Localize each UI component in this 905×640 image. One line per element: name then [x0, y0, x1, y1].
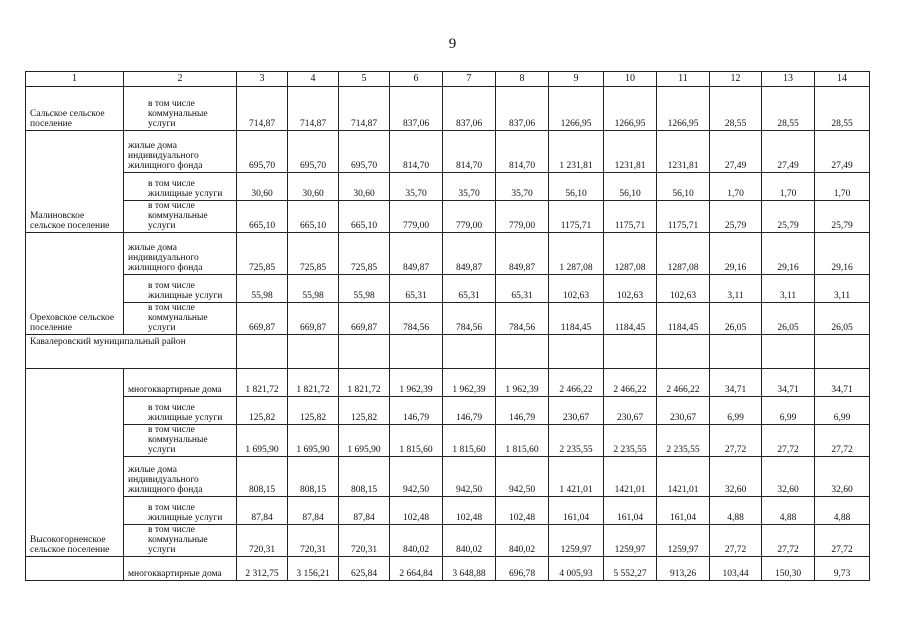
value-cell: 1287,08 [604, 233, 657, 275]
table-row [26, 201, 870, 233]
value-cell: 87,84 [288, 497, 339, 525]
value-cell: 26,05 [710, 303, 762, 335]
value-cell: 814,70 [390, 131, 443, 173]
value-cell: 3,11 [710, 275, 762, 303]
value-cell: 1266,95 [604, 87, 657, 131]
value-cell: 714,87 [339, 87, 390, 131]
value-cell: 1421,01 [604, 457, 657, 497]
value-cell: 27,49 [815, 131, 870, 173]
column-header: 4 [288, 72, 339, 87]
tariff-table [25, 71, 870, 581]
value-cell: 942,50 [496, 457, 549, 497]
value-cell: 720,31 [237, 525, 288, 557]
table-row [26, 131, 870, 173]
value-cell: 35,70 [443, 173, 496, 201]
value-cell: 837,06 [443, 87, 496, 131]
value-cell: 837,06 [496, 87, 549, 131]
value-cell: 1 821,72 [288, 369, 339, 397]
value-cell: 25,79 [710, 201, 762, 233]
value-cell: 6,99 [710, 397, 762, 425]
value-cell: 3,11 [762, 275, 815, 303]
column-header: 1 [26, 72, 124, 87]
value-cell: 161,04 [549, 497, 604, 525]
value-cell: 27,49 [762, 131, 815, 173]
value-cell: 720,31 [339, 525, 390, 557]
value-cell: 87,84 [237, 497, 288, 525]
value-cell: 2 235,55 [604, 425, 657, 457]
category-label: жилые дома индивидуального жилищного фонда [124, 457, 237, 497]
value-cell: 4,88 [710, 497, 762, 525]
value-cell: 695,70 [288, 131, 339, 173]
value-cell: 1175,71 [549, 201, 604, 233]
column-header: 14 [815, 72, 870, 87]
value-cell: 55,98 [339, 275, 390, 303]
value-cell: 1175,71 [604, 201, 657, 233]
value-cell: 87,84 [339, 497, 390, 525]
value-cell: 1231,81 [657, 131, 710, 173]
value-cell: 26,05 [815, 303, 870, 335]
value-cell: 146,79 [390, 397, 443, 425]
category-label: в том числе коммунальные услуги [124, 87, 237, 131]
value-cell [496, 335, 549, 369]
value-cell: 695,70 [339, 131, 390, 173]
value-cell: 56,10 [604, 173, 657, 201]
value-cell: 665,10 [339, 201, 390, 233]
value-cell: 34,71 [815, 369, 870, 397]
value-cell: 725,85 [288, 233, 339, 275]
category-label: жилые дома индивидуального жилищного фонда [124, 131, 237, 173]
value-cell: 29,16 [710, 233, 762, 275]
value-cell: 146,79 [496, 397, 549, 425]
value-cell: 4,88 [762, 497, 815, 525]
value-cell: 1266,95 [549, 87, 604, 131]
value-cell: 840,02 [390, 525, 443, 557]
value-cell: 27,72 [710, 525, 762, 557]
value-cell: 6,99 [815, 397, 870, 425]
value-cell: 34,71 [762, 369, 815, 397]
column-header: 12 [710, 72, 762, 87]
table-row [26, 369, 870, 397]
value-cell: 6,99 [762, 397, 815, 425]
value-cell: 1 695,90 [288, 425, 339, 457]
category-label: в том числе коммунальные услуги [124, 201, 237, 233]
value-cell [339, 335, 390, 369]
value-cell: 849,87 [496, 233, 549, 275]
value-cell: 1 962,39 [390, 369, 443, 397]
value-cell: 1266,95 [657, 87, 710, 131]
value-cell: 103,44 [710, 557, 762, 581]
value-cell [237, 335, 288, 369]
value-cell: 102,48 [390, 497, 443, 525]
table-row [26, 87, 870, 131]
value-cell: 1421,01 [657, 457, 710, 497]
value-cell: 1259,97 [549, 525, 604, 557]
category-label: в том числе коммунальные услуги [124, 425, 237, 457]
value-cell: 814,70 [443, 131, 496, 173]
value-cell: 25,79 [762, 201, 815, 233]
value-cell: 28,55 [710, 87, 762, 131]
value-cell: 30,60 [339, 173, 390, 201]
value-cell: 161,04 [657, 497, 710, 525]
value-cell: 2 312,75 [237, 557, 288, 581]
category-label: в том числе жилищные услуги [124, 173, 237, 201]
value-cell: 4,88 [815, 497, 870, 525]
column-header: 10 [604, 72, 657, 87]
value-cell: 32,60 [815, 457, 870, 497]
value-cell [549, 335, 604, 369]
category-label: многоквартирные дома [124, 369, 237, 397]
value-cell: 125,82 [288, 397, 339, 425]
value-cell: 1 695,90 [339, 425, 390, 457]
value-cell: 814,70 [496, 131, 549, 173]
area-name [26, 557, 124, 581]
value-cell: 1 815,60 [496, 425, 549, 457]
value-cell: 1287,08 [657, 233, 710, 275]
value-cell [288, 335, 339, 369]
value-cell [657, 335, 710, 369]
value-cell: 784,56 [443, 303, 496, 335]
value-cell: 1 962,39 [496, 369, 549, 397]
value-cell: 29,16 [815, 233, 870, 275]
table-row [26, 497, 870, 525]
value-cell: 720,31 [288, 525, 339, 557]
category-label: в том числе жилищные услуги [124, 275, 237, 303]
area-name: Сальское сельское поселение [26, 87, 124, 131]
value-cell: 161,04 [604, 497, 657, 525]
category-label: многоквартирные дома [124, 557, 237, 581]
value-cell [604, 335, 657, 369]
value-cell: 808,15 [237, 457, 288, 497]
value-cell: 102,63 [657, 275, 710, 303]
column-header: 3 [237, 72, 288, 87]
column-header: 8 [496, 72, 549, 87]
value-cell: 65,31 [390, 275, 443, 303]
value-cell: 27,72 [815, 525, 870, 557]
area-name: Высокогорненское сельское поселение [26, 369, 124, 557]
value-cell: 2 466,22 [549, 369, 604, 397]
value-cell: 1 962,39 [443, 369, 496, 397]
value-cell: 725,85 [237, 233, 288, 275]
category-label: в том числе жилищные услуги [124, 497, 237, 525]
value-cell: 27,72 [762, 525, 815, 557]
table-row [26, 233, 870, 275]
value-cell: 102,48 [496, 497, 549, 525]
value-cell: 840,02 [496, 525, 549, 557]
value-cell: 28,55 [815, 87, 870, 131]
value-cell: 1 231,81 [549, 131, 604, 173]
value-cell: 27,72 [710, 425, 762, 457]
value-cell [390, 335, 443, 369]
value-cell: 669,87 [339, 303, 390, 335]
column-header: 6 [390, 72, 443, 87]
value-cell: 1 821,72 [339, 369, 390, 397]
value-cell: 779,00 [390, 201, 443, 233]
header-row [26, 72, 870, 87]
value-cell: 125,82 [339, 397, 390, 425]
value-cell: 1,70 [710, 173, 762, 201]
area-name: Ореховское сельское поселение [26, 233, 124, 335]
value-cell: 35,70 [496, 173, 549, 201]
table-row [26, 335, 870, 369]
value-cell: 784,56 [390, 303, 443, 335]
value-cell [762, 335, 815, 369]
category-label: в том числе коммунальные услуги [124, 525, 237, 557]
category-label: в том числе коммунальные услуги [124, 303, 237, 335]
value-cell: 1175,71 [657, 201, 710, 233]
value-cell: 1,70 [762, 173, 815, 201]
column-header: 2 [124, 72, 237, 87]
value-cell: 849,87 [390, 233, 443, 275]
table-row [26, 425, 870, 457]
value-cell: 840,02 [443, 525, 496, 557]
value-cell: 27,72 [762, 425, 815, 457]
category-label: в том числе жилищные услуги [124, 397, 237, 425]
table-row [26, 173, 870, 201]
value-cell: 725,85 [339, 233, 390, 275]
value-cell: 1 815,60 [443, 425, 496, 457]
value-cell: 65,31 [496, 275, 549, 303]
value-cell: 669,87 [288, 303, 339, 335]
value-cell: 2 664,84 [390, 557, 443, 581]
value-cell [443, 335, 496, 369]
value-cell: 1259,97 [657, 525, 710, 557]
value-cell: 25,79 [815, 201, 870, 233]
value-cell: 230,67 [657, 397, 710, 425]
value-cell: 2 235,55 [549, 425, 604, 457]
value-cell: 2 466,22 [657, 369, 710, 397]
value-cell: 55,98 [237, 275, 288, 303]
value-cell: 1 815,60 [390, 425, 443, 457]
value-cell: 1 821,72 [237, 369, 288, 397]
value-cell: 28,55 [762, 87, 815, 131]
value-cell: 3,11 [815, 275, 870, 303]
column-header: 13 [762, 72, 815, 87]
table-row [26, 525, 870, 557]
value-cell: 1184,45 [657, 303, 710, 335]
value-cell [815, 335, 870, 369]
value-cell: 942,50 [443, 457, 496, 497]
value-cell: 5 552,27 [604, 557, 657, 581]
value-cell: 1259,97 [604, 525, 657, 557]
value-cell: 714,87 [237, 87, 288, 131]
area-name: Кавалеровский муниципальный район [26, 335, 237, 369]
value-cell: 150,30 [762, 557, 815, 581]
value-cell [710, 335, 762, 369]
value-cell: 665,10 [288, 201, 339, 233]
value-cell: 1 287,08 [549, 233, 604, 275]
value-cell: 35,70 [390, 173, 443, 201]
value-cell: 102,63 [604, 275, 657, 303]
value-cell: 714,87 [288, 87, 339, 131]
value-cell: 65,31 [443, 275, 496, 303]
column-header: 5 [339, 72, 390, 87]
value-cell: 30,60 [288, 173, 339, 201]
column-header: 9 [549, 72, 604, 87]
table-row [26, 457, 870, 497]
page-number: 9 [448, 36, 457, 52]
value-cell: 2 235,55 [657, 425, 710, 457]
value-cell: 230,67 [549, 397, 604, 425]
value-cell: 2 466,22 [604, 369, 657, 397]
value-cell: 837,06 [390, 87, 443, 131]
value-cell: 808,15 [339, 457, 390, 497]
value-cell: 27,49 [710, 131, 762, 173]
value-cell: 1184,45 [549, 303, 604, 335]
table-row [26, 397, 870, 425]
value-cell: 125,82 [237, 397, 288, 425]
value-cell: 1 421,01 [549, 457, 604, 497]
value-cell: 146,79 [443, 397, 496, 425]
value-cell: 849,87 [443, 233, 496, 275]
value-cell: 3 648,88 [443, 557, 496, 581]
value-cell: 56,10 [657, 173, 710, 201]
table-row [26, 557, 870, 581]
value-cell: 3 156,21 [288, 557, 339, 581]
value-cell: 779,00 [496, 201, 549, 233]
value-cell: 625,84 [339, 557, 390, 581]
value-cell: 34,71 [710, 369, 762, 397]
value-cell: 32,60 [710, 457, 762, 497]
value-cell: 26,05 [762, 303, 815, 335]
value-cell: 56,10 [549, 173, 604, 201]
category-label: жилые дома индивидуального жилищного фонда [124, 233, 237, 275]
value-cell: 669,87 [237, 303, 288, 335]
value-cell: 29,16 [762, 233, 815, 275]
value-cell: 27,72 [815, 425, 870, 457]
value-cell: 32,60 [762, 457, 815, 497]
table-row [26, 275, 870, 303]
value-cell: 1231,81 [604, 131, 657, 173]
value-cell: 696,78 [496, 557, 549, 581]
column-header: 11 [657, 72, 710, 87]
value-cell: 779,00 [443, 201, 496, 233]
value-cell: 942,50 [390, 457, 443, 497]
value-cell: 913,26 [657, 557, 710, 581]
value-cell: 9,73 [815, 557, 870, 581]
value-cell: 784,56 [496, 303, 549, 335]
value-cell: 30,60 [237, 173, 288, 201]
value-cell: 4 005,93 [549, 557, 604, 581]
table-row [26, 303, 870, 335]
value-cell: 1184,45 [604, 303, 657, 335]
value-cell: 1,70 [815, 173, 870, 201]
value-cell: 102,48 [443, 497, 496, 525]
value-cell: 230,67 [604, 397, 657, 425]
area-name: Малиновское сельское поселение [26, 131, 124, 233]
value-cell: 102,63 [549, 275, 604, 303]
value-cell: 55,98 [288, 275, 339, 303]
value-cell: 695,70 [237, 131, 288, 173]
value-cell: 665,10 [237, 201, 288, 233]
value-cell: 1 695,90 [237, 425, 288, 457]
column-header: 7 [443, 72, 496, 87]
value-cell: 808,15 [288, 457, 339, 497]
